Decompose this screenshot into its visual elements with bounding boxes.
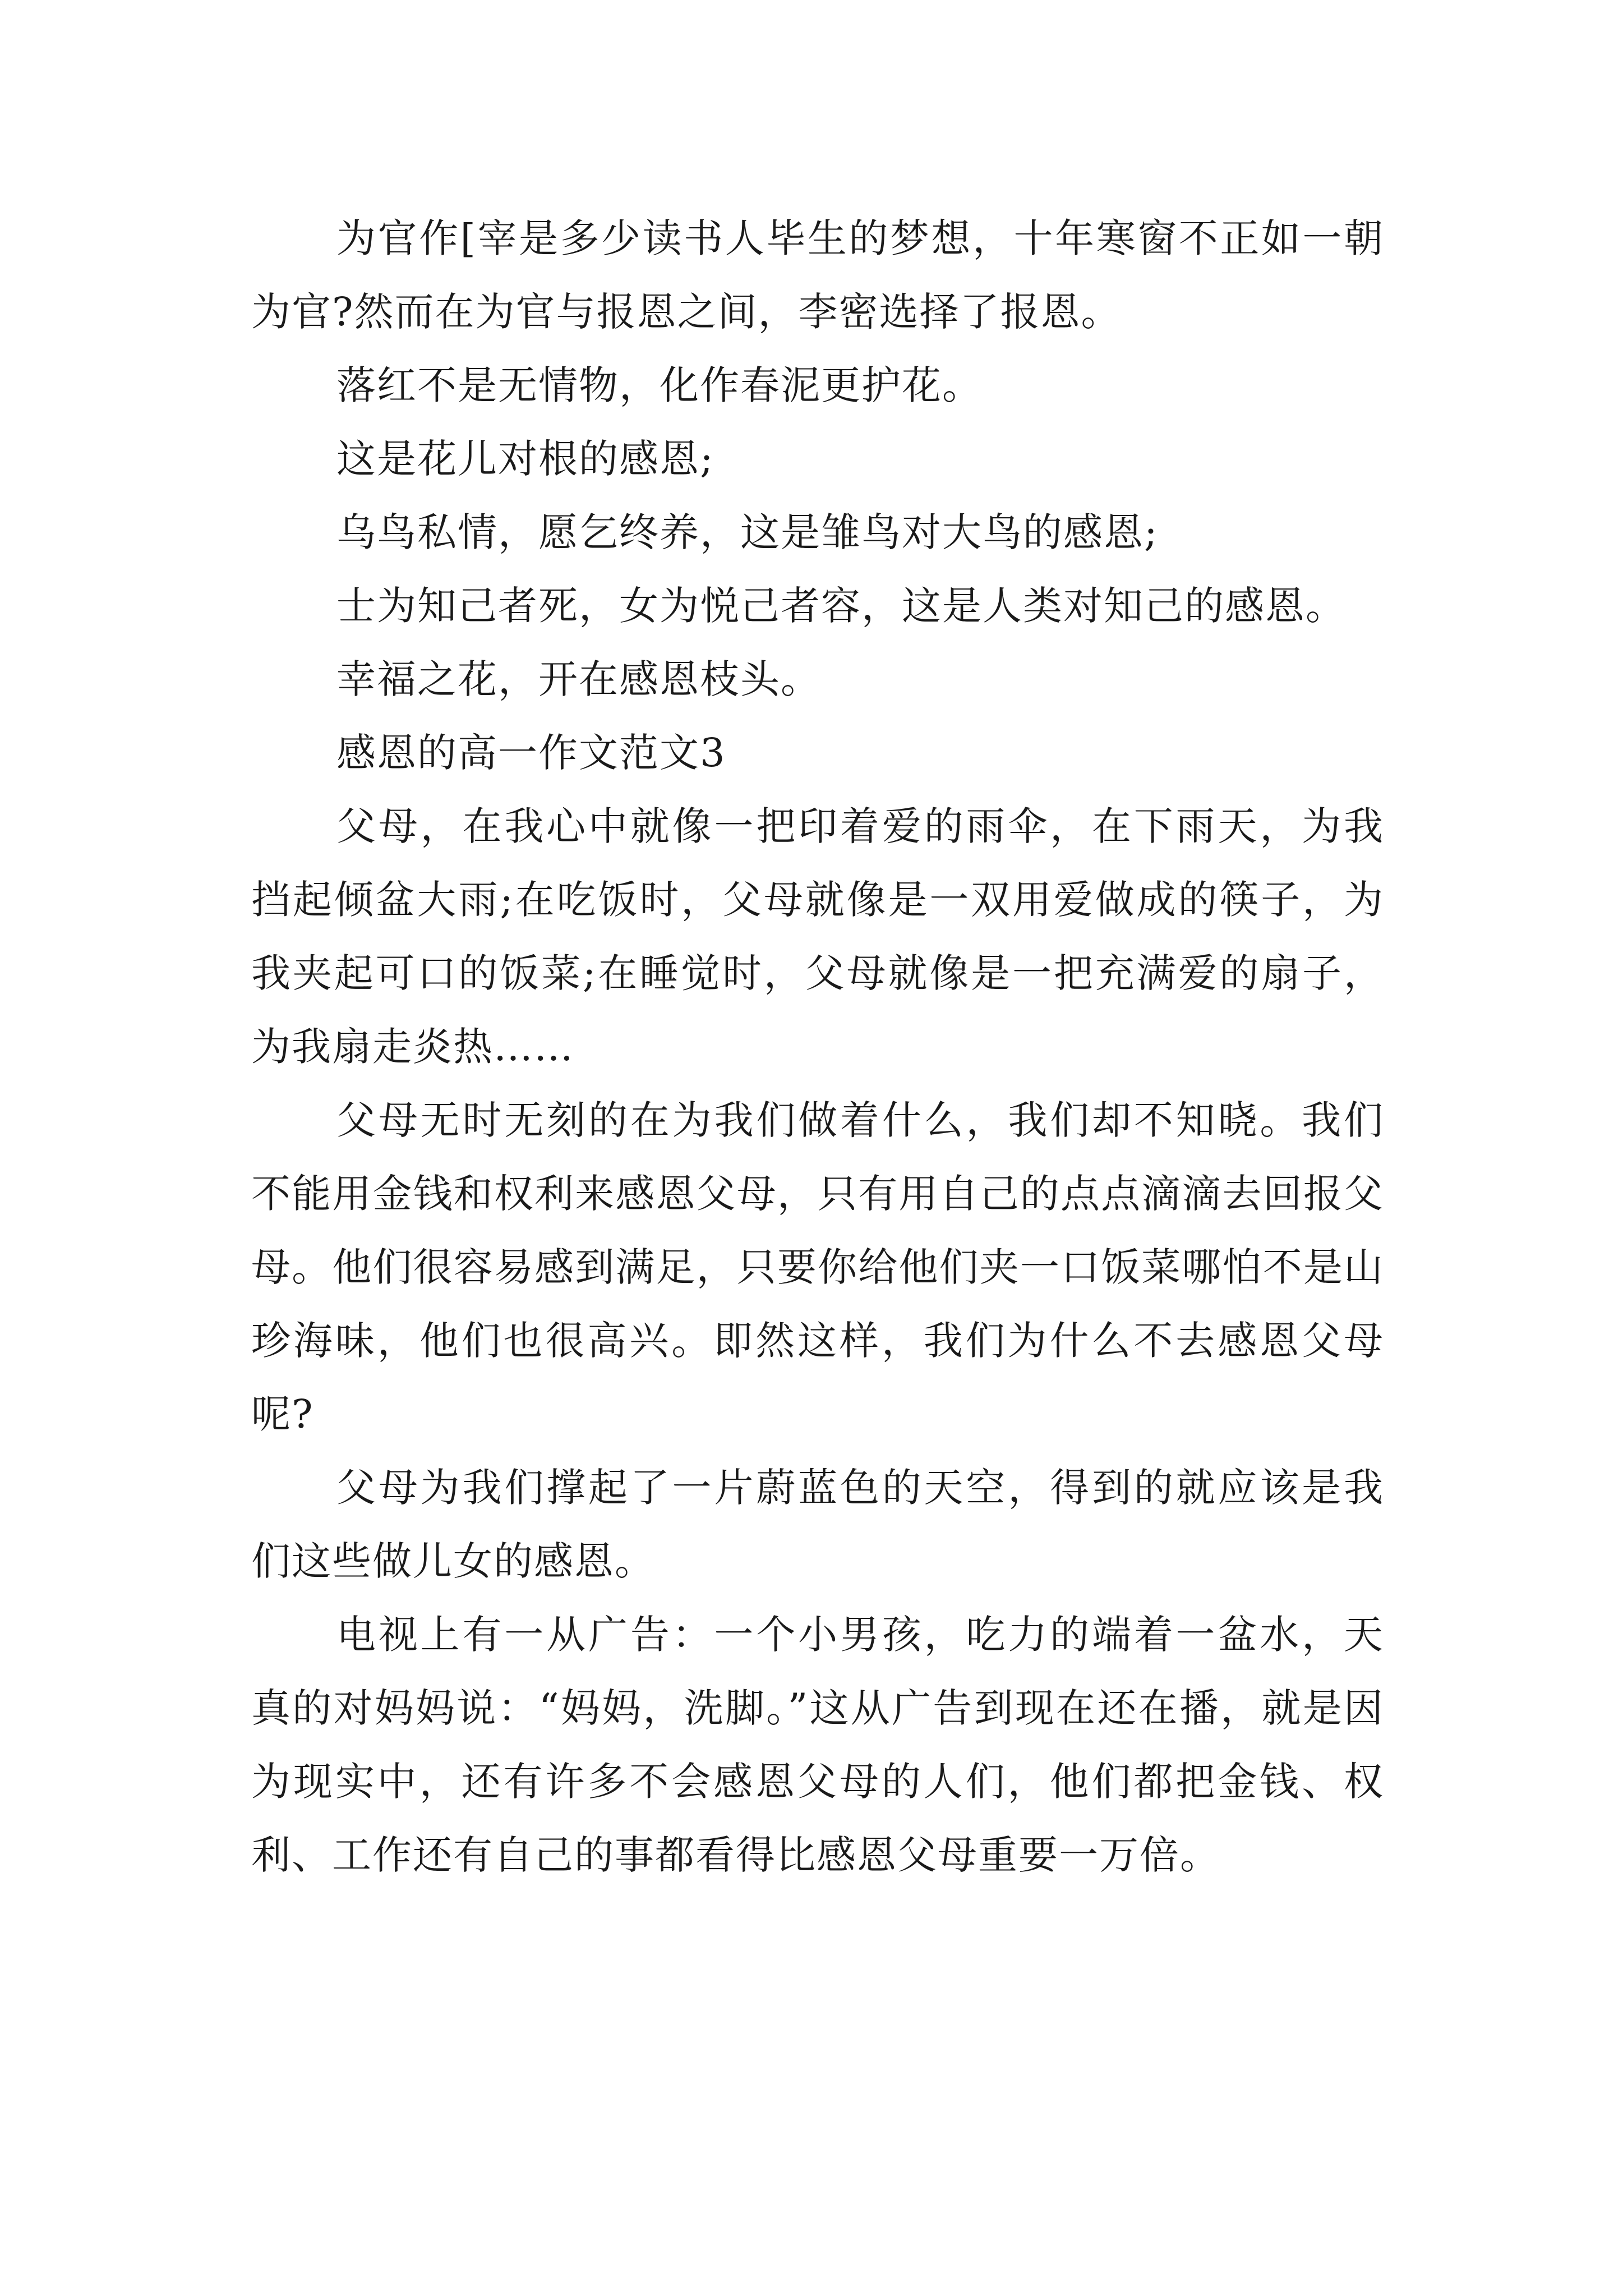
paragraph: 电视上有一从广告：一个小男孩，吃力的端着一盆水，天真的对妈妈说：“妈妈，洗脚。”这从广告到现在还在播，就是因为现实中，还有许多不会感恩父母的人们，他们都把金钱、权利、工作还有自己的事都看得比感恩父母重要一万倍。 [251, 1612, 1384, 1878]
paragraph: 落红不是无情物，化作春泥更护花。 [336, 362, 983, 408]
document-body [251, 202, 1384, 1892]
paragraph: 士为知己者死，女为悦己者容，这是人类对知己的感恩。 [336, 583, 1346, 629]
paragraph: 父母，在我心中就像一把印着爱的雨伞，在下雨天，为我挡起倾盆大雨;在吃饭时，父母就像是一双用爱做成的筷子，为我夹起可口的饭菜;在睡觉时，父母就像是一把充满爱的扇子，为我扇走炎热…… [251, 803, 1384, 1070]
paragraph: 幸福之花，开在感恩枝头。 [336, 656, 821, 702]
section-heading: 感恩的高一作文范文3 [336, 730, 726, 776]
paragraph: 为官作[宰是多少读书人毕生的梦想，十年寒窗不正如一朝为官?然而在为官与报恩之间，李密选择了报恩。 [251, 215, 1384, 335]
paragraph: 父母为我们撑起了一片蔚蓝色的天空，得到的就应该是我们这些做儿女的感恩。 [251, 1465, 1384, 1584]
paragraph: 父母无时无刻的在为我们做着什么，我们却不知晓。我们不能用金钱和权利来感恩父母，只有用自己的点点滴滴去回报父母。他们很容易感到满足，只要你给他们夹一口饭菜哪怕不是山珍海味，他们也很高兴。即然这样，我们为什么不去感恩父母呢? [251, 1097, 1384, 1437]
paragraph: 乌鸟私情，愿乞终养，这是雏鸟对大鸟的感恩; [336, 509, 1159, 555]
paragraph: 这是花儿对根的感恩; [336, 436, 714, 482]
